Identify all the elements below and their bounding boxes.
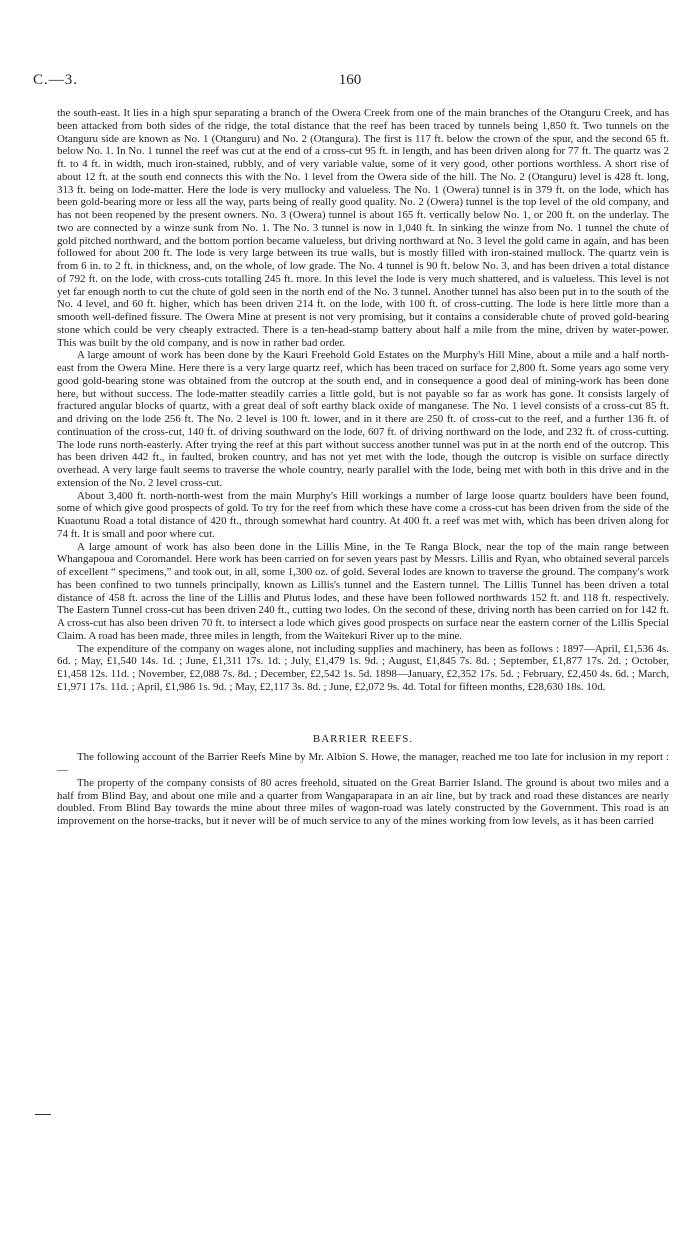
paragraph-murphys-hill: A large amount of work has been done by the Kauri Freehold Gold Estates on the Murphy's Hill Mine, about a mile and a half north-east from the Owera Mine. Here there is a very large quartz reef, which has been traced on surface for 2,800 ft. Some years ago some very good gold-bearing stone was obtained from the outcrop at the south end, and in consequence a good deal of mining-work has been done here, but without success. The lode-matter steadily carries a little gold, but is not payable so far as work has gone. It consists largely of fractured angular blocks of quartz, with a great deal of soft earthy black oxide of manganese. The No. 1 level consists of a cross-cut 85 ft. and driving on the lode 256 ft. The No. 2 level is 100 ft. lower, and in it there are 250 ft. of cross-cut to the reef, and a further 136 ft. of continuation of the cross-cut, 140 ft. of driving southward on the lode, 607 ft. of driving northward on the lode, and 232 ft. of cross-cutting. The lode runs north-easterly. After trying the reef at this part without success another tunnel was put in at the north end of the outcrop. This has been driven 442 ft., in faulted, broken country, and has not yet met with the lode, though the outcrop is visible on surface directly overhead. A very large fault seems to traverse the whole country, nearly parallel with the lode, being met with both in this drive and in the extension of the No. 2 level cross-cut. <box>57 349 669 489</box>
report-body <box>57 107 669 828</box>
page-number: 160 <box>338 72 362 88</box>
margin-mark <box>35 1114 51 1115</box>
paragraph-barrier-property: The property of the company consists of 80 acres freehold, situated on the Great Barrier Island. The ground is about two miles and a half from Blind Bay, and about one mile and a quarter from Wangaparapara in an air line, but by track and road these distances are nearly doubled. From Blind Bay towards the mine about three miles of wagon-road was lately constructed by the Government. This road is an improvement on the horse-tracks, but it never will be of much service to any of the mines working from low levels, as it has been carried <box>57 776 669 827</box>
paragraph-barrier-intro: The following account of the Barrier Reefs Mine by Mr. Albion S. Howe, the manager, reached me too late for inclusion in my report :— <box>57 751 669 776</box>
paragraph-expenditure: The expenditure of the company on wages alone, not including supplies and machinery, has been as follows : 1897—April, £1,536 4s. 6d. ; May, £1,540 14s. 1d. ; June, £1,311 17s. 1d. ; July, £1,479 1s. 9d. ; August, £1,845 7s. 8d. ; September, £1,877 17s. 2d. ; October, £1,458 12s. 11d. ; November, £2,088 7s. 8d. ; December, £2,542 1s. 5d. 1898—January, £2,352 17s. 5d. ; February, £2,450 4s. 6d. ; March, £1,971 17s. 11d. ; April, £1,986 1s. 9d. ; May, £2,117 3s. 8d. ; June, £2,072 9s. 4d. Total for fifteen months, £28,630 18s. 10d. <box>57 642 669 693</box>
paragraph-lillis-mine: A large amount of work has also been done in the Lillis Mine, in the Te Ranga Block, near the top of the main range between Whangapoua and Coromandel. Here work has been carried on for seven years past by Messrs. Lillis and Ryan, who obtained several parcels of excellent “ specimens,” and took out, in all, some 1,300 oz. of gold. Several lodes are known to traverse the ground. The company's work has been confined to two tunnels principally, known as Lillis's tunnel and the Eastern tunnel. The Lillis Tunnel has been driven a total distance of 458 ft. across the line of the Lillis and Plutus lodes, and these have been followed northwards 152 ft. and 118 ft. respectively. The Eastern Tunnel cross-cut has been driven 240 ft., cutting two lodes. On the second of these, driving north has been carried on for 142 ft. A cross-cut has also been driven 70 ft. to intersect a lode which gives good prospects on surface near the eastern corner of the Lillis Special Claim. A road has been made, three miles in length, from the Waitekuri River up to the mine. <box>57 540 669 642</box>
section-reference: C.—3. <box>33 72 79 88</box>
paragraph-kuaotunu-road: About 3,400 ft. north-north-west from the main Murphy's Hill workings a number of large loose quartz boulders have been found, some of which give good prospects of gold. To try for the reef from which these have come a cross-cut has been driven from the side of the Kuaotunu Road a total distance of 420 ft., through somewhat hard country. At 400 ft. a reef was met with, which has been driven along for 74 ft. It is small and poor where cut. <box>57 489 669 540</box>
section-heading: BARRIER REEFS. <box>312 732 414 745</box>
paragraph-owera-mine: the south-east. It lies in a high spur separating a branch of the Owera Creek from one of the main branches of the Otanguru Creek, and has been attacked from both sides of the ridge, the total distance that the reef has been traced by tunnels being 1,850 ft. Two tunnels on the Otanguru side are known as No. 1 (Otanguru) and No. 2 (Otangura). The first is 117 ft. below the crown of the spur, and the second 65 ft. below No. 1. In No. 1 tunnel the reef was cut at the end of a cross-cut 95 ft. in length, and has been driven along for 77 ft. The quartz was 2 ft. to 4 ft. in width, much iron-stained, rubbly, and of very variable value, some of it very good, other portions worthless. A short rise of about 12 ft. at the south end connects this with the No. 1 level from the Owera side of the hill. The No. 2 (Otanguru) level is 428 ft. long, 313 ft. being on lode-matter. Here the lode is very mullocky and valueless. The No. 1 (Owera) tunnel is in 379 ft. on the lode, which has been gold-bearing more or less all the way, parts being of really good quality. No. 2 (Owera) tunnel is the top level of the old company, and has not been reopened by the present owners. No. 3 (Owera) tunnel is about 165 ft. vertically below No. 1, or 200 ft. on the underlay. The two are connected by a winze sunk from No. 1. The No. 3 tunnel is now in 1,040 ft. In sinking the winze from No. 1 tunnel the chute of gold pitched northward, and the bottom portion became valueless, but driving northward at No. 3 level the gold came in again, and has been followed for about 200 ft. The lode is very large between its true walls, but is mostly filled with iron-stained mullock. The quartz vein is from 6 in. to 2 ft. in thickness, and, on the whole, of low grade. The No. 4 tunnel is 90 ft. below No. 3, and has been driven a total distance of 792 ft. on the lode, with cross-cuts totalling 245 ft. more. In this level the lode is very much shattered, and is valueless. This level is not yet far enough north to cut the chute of gold seen in the north end of the No. 3 tunnel. Another tunnel has also been put in to the south of the No. 4 level, and 60 ft. higher, which has been driven 214 ft. on the lode, with 100 ft. of cross-cutting. The lode is here little more than a smooth well-defined fissure. The Owera Mine at present is not very promising, but it contains a considerable chute of proved gold-bearing stone which could be very cheaply extracted. There is a ten-head-stamp battery about half a mile from the mine, driven by water-power. This was built by the old company, and is now in rather bad order. <box>57 107 669 349</box>
